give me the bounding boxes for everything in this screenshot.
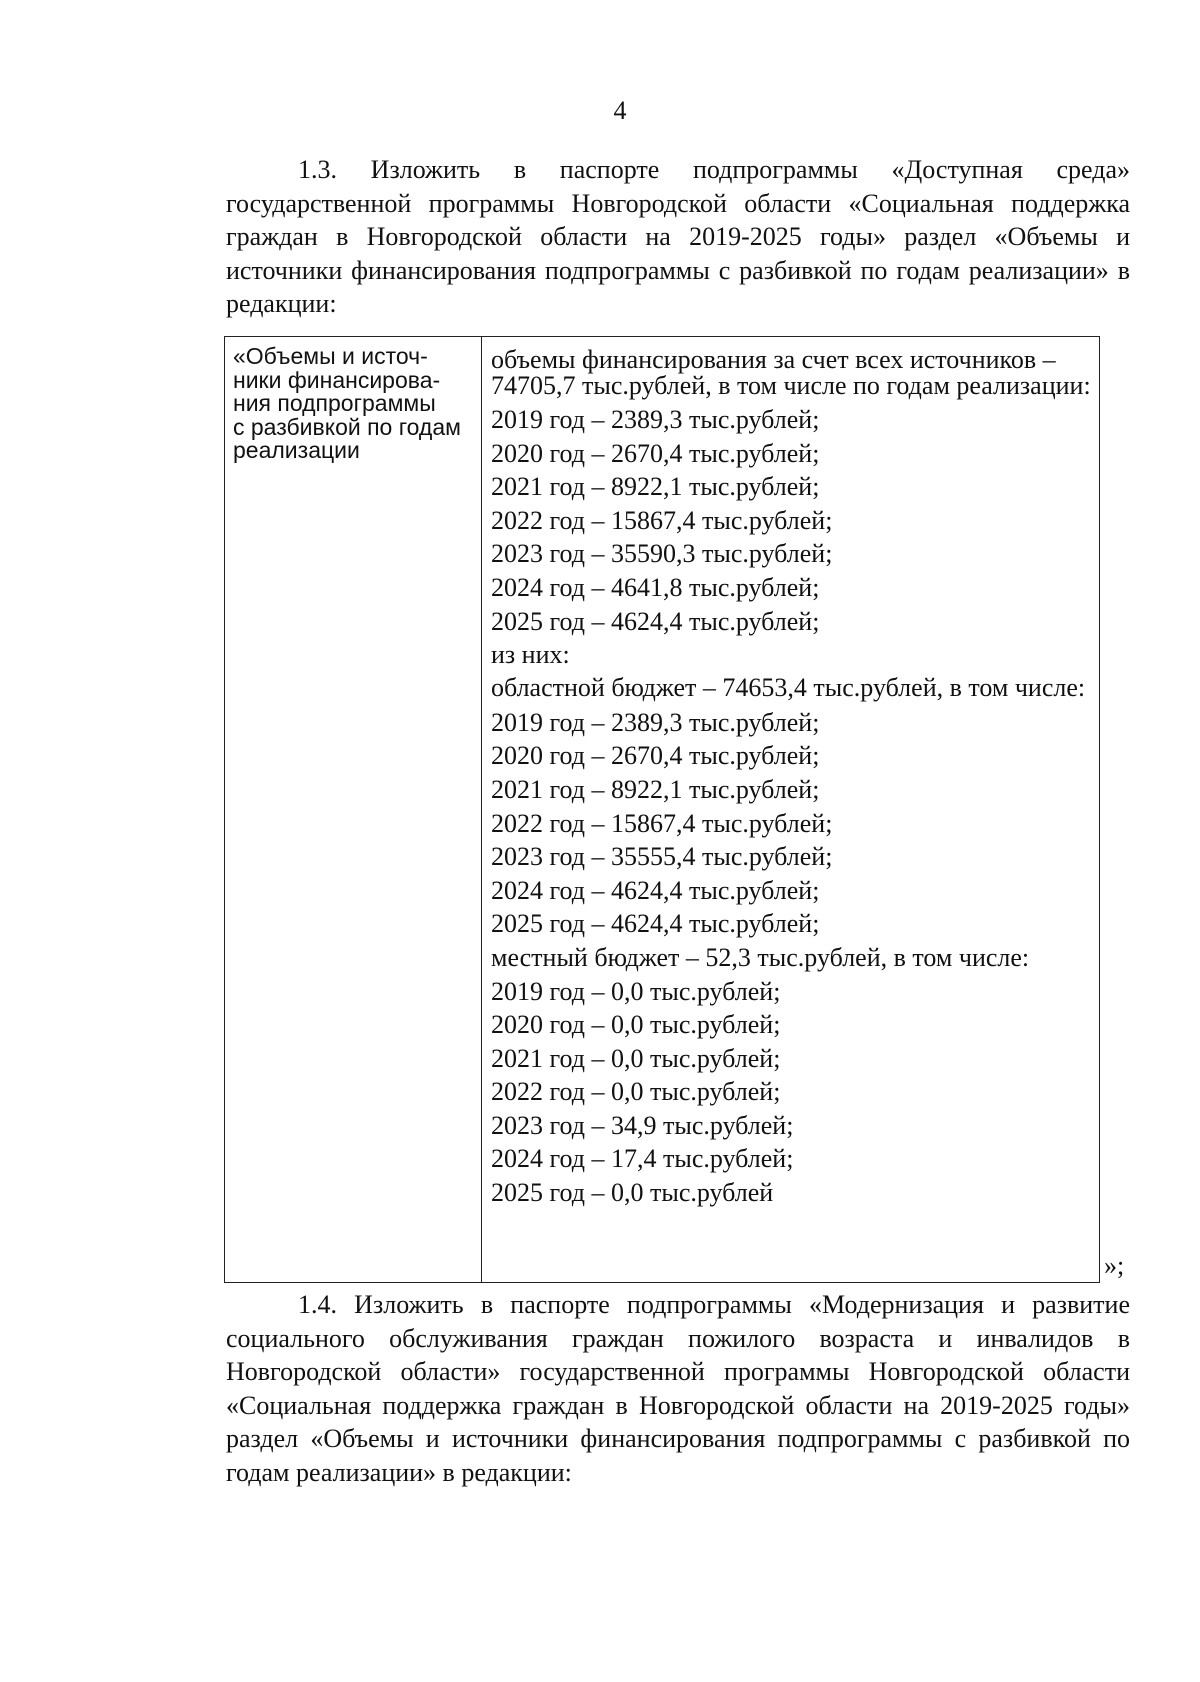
year-line: 2019 год – 0,0 тыс.рублей; [491, 976, 781, 1006]
regional-by-year-list [491, 706, 1095, 941]
year-line: 2024 год – 4624,4 тыс.рублей; [491, 875, 820, 905]
year-line: 2020 год – 0,0 тыс.рублей; [491, 1010, 781, 1040]
regional-budget-intro: областной бюджет – 74653,4 тыс.рублей, в том числе: [491, 672, 1086, 702]
financing-table [224, 336, 1100, 1283]
year-line: 2025 год – 0,0 тыс.рублей [491, 1178, 774, 1208]
total-financing-intro: объемы финансирования за счет всех источников – 74705,7 тыс.рублей, в том числе по годам реализации: [491, 345, 1091, 400]
table-label-cell: «Объемы и источ- ники финансирова- ния подпрограммы с разбивкой по годам реализации [225, 337, 482, 1282]
year-line: 2021 год – 8922,1 тыс.рублей; [491, 774, 820, 804]
year-line: 2022 год – 0,0 тыс.рублей; [491, 1077, 781, 1107]
year-line: 2021 год – 0,0 тыс.рублей; [491, 1043, 781, 1073]
year-line: 2021 год – 8922,1 тыс.рублей; [491, 472, 820, 502]
total-by-year-list [491, 403, 1095, 638]
paragraph-1-4: 1.4. Изложить в паспорте подпрограммы «Модернизация и развитие социального обслуживания граждан пожилого возраста и инвалидов в Новгородской области» государственной программы Новгородской области «Социальная поддержка граждан в Новгородской области на 2019-2025 годы» раздел «Объемы и источники финансирования подпрограммы с разбивкой по годам реализации» в редакции: [226, 1290, 1130, 1487]
year-line: 2022 год – 15867,4 тыс.рублей; [491, 505, 833, 535]
year-line: 2024 год – 4641,8 тыс.рублей; [491, 572, 820, 602]
year-line: 2019 год – 2389,3 тыс.рублей; [491, 405, 820, 434]
year-line: 2025 год – 4624,4 тыс.рублей; [491, 606, 820, 636]
year-line: 2020 год – 2670,4 тыс.рублей; [491, 741, 820, 771]
local-by-year-list [491, 975, 1095, 1210]
year-line: 2025 год – 4624,4 тыс.рублей; [491, 909, 820, 939]
year-line: 2023 год – 35590,3 тыс.рублей; [491, 539, 833, 569]
page-number: 4 [613, 96, 627, 125]
year-line: 2024 год – 17,4 тыс.рублей; [491, 1144, 794, 1174]
year-line: 2022 год – 15867,4 тыс.рублей; [491, 808, 833, 838]
table-values-cell [482, 337, 1099, 1282]
local-budget-intro: местный бюджет – 52,3 тыс.рублей, в том числе: [491, 942, 1030, 972]
year-line: 2019 год – 2389,3 тыс.рублей; [491, 707, 820, 737]
of-them-label: из них: [491, 640, 570, 670]
year-line: 2023 год – 35555,4 тыс.рублей; [491, 842, 833, 872]
closing-quote-mark: »; [1104, 1251, 1125, 1280]
paragraph-1-3: 1.3. Изложить в паспорте подпрограммы «Доступная среда» государственной программы Новгородской области «Социальная поддержка граждан в Новгородской области на 2019-2025 годы» раздел «Объемы и источники финансирования подпрограммы с разбивкой по годам реализации» в редакции: [226, 155, 1130, 318]
year-line: 2020 год – 2670,4 тыс.рублей; [491, 438, 820, 468]
year-line: 2023 год – 34,9 тыс.рублей; [491, 1110, 794, 1140]
